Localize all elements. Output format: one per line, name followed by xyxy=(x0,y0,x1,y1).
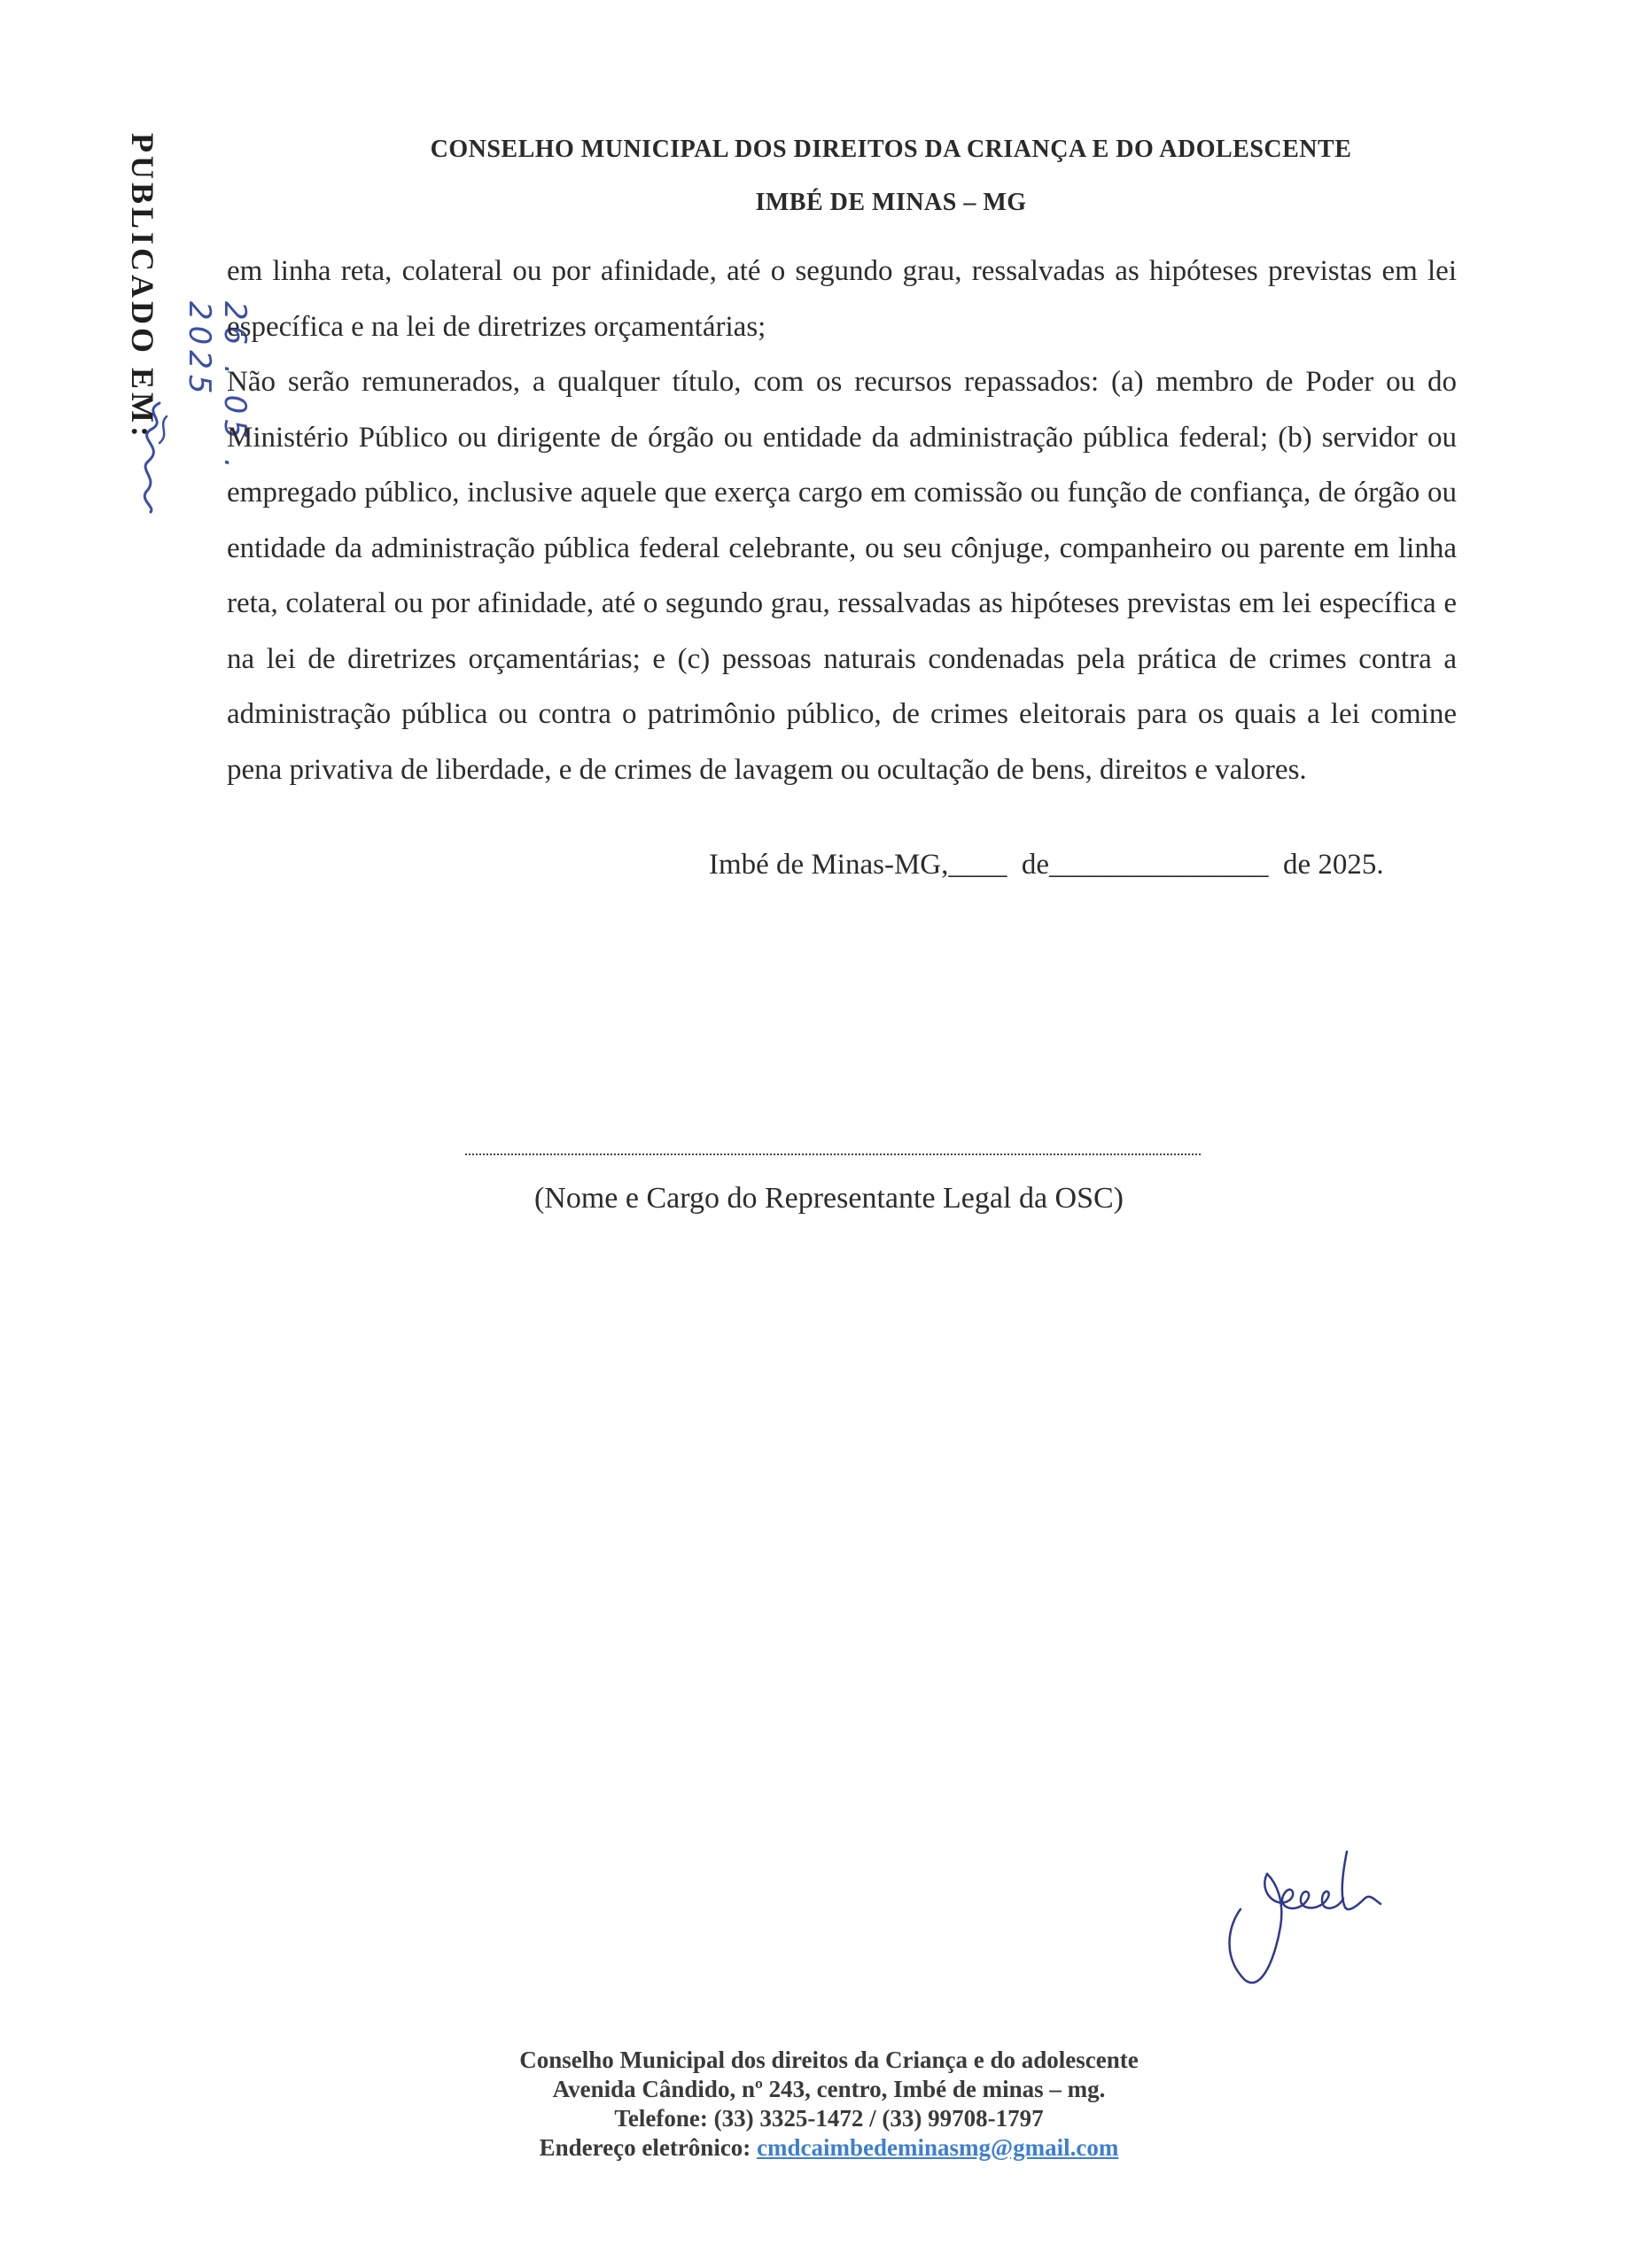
body-paragraph-2: Não serão remunerados, a qualquer título, com os recursos repassados: (a) membro de Poder ou do Ministério Público ou dirigente de órgão ou entidade da administração pública federal; (b) servidor ou empregado público, inclusive aquele que exerça cargo em comissão ou função de confiança, de órgão ou entidade da administração pública federal celebrante, ou seu cônjuge, companheiro ou parente em linha reta, colateral ou por afinidade, até o segundo grau, ressalvadas as hipóteses previstas em lei específica e na lei de diretrizes orçamentárias; e (c) pessoas naturais condenadas pela prática de crimes contra a administração pública ou contra o patrimônio público, de crimes eleitorais para os quais a lei comine pena privativa de liberdade, e de crimes de lavagem ou ocultação de bens, direitos e valores. xyxy=(227,366,1457,786)
stamp-date: 26 . 05 . 2025 xyxy=(182,301,253,474)
stamp-label: PUBLICADO EM: xyxy=(125,133,160,440)
date-line: Imbé de Minas-MG,____ de_______________ de 2025. xyxy=(709,849,1384,881)
signature-label: (Nome e Cargo do Representante Legal da OSC) xyxy=(533,1182,1124,1215)
body-paragraph-1: em linha reta, colateral ou por afinidade, até o segundo grau, ressalvadas as hipóteses previstas em lei específica e na lei de diretrizes orçamentárias; xyxy=(227,255,1457,343)
document-body xyxy=(227,244,1457,797)
footer-organization: Conselho Municipal dos direitos da Criança e do adolescente xyxy=(519,2047,1139,2073)
document-header-title: CONSELHO MUNICIPAL DOS DIREITOS DA CRIANÇA E DO ADOLESCENTE xyxy=(430,136,1352,163)
footer-address: Avenida Cândido, nº 243, centro, Imbé de minas – mg. xyxy=(552,2076,1106,2102)
footer-email-label: Endereço eletrônico: xyxy=(539,2134,751,2161)
document-header-subtitle: IMBÉ DE MINAS – MG xyxy=(755,189,1027,216)
footer-email-line xyxy=(0,2134,1649,2162)
handwritten-signature xyxy=(1214,1847,1427,1998)
stamp-initials-handwriting xyxy=(133,399,177,514)
footer-email-link[interactable]: cmdcaimbedeminasmg@gmail.com xyxy=(757,2134,1119,2161)
footer-phone: Telefone: (33) 3325-1472 / (33) 99708-1797 xyxy=(614,2105,1044,2132)
signature-dotted-line xyxy=(465,1145,1201,1155)
